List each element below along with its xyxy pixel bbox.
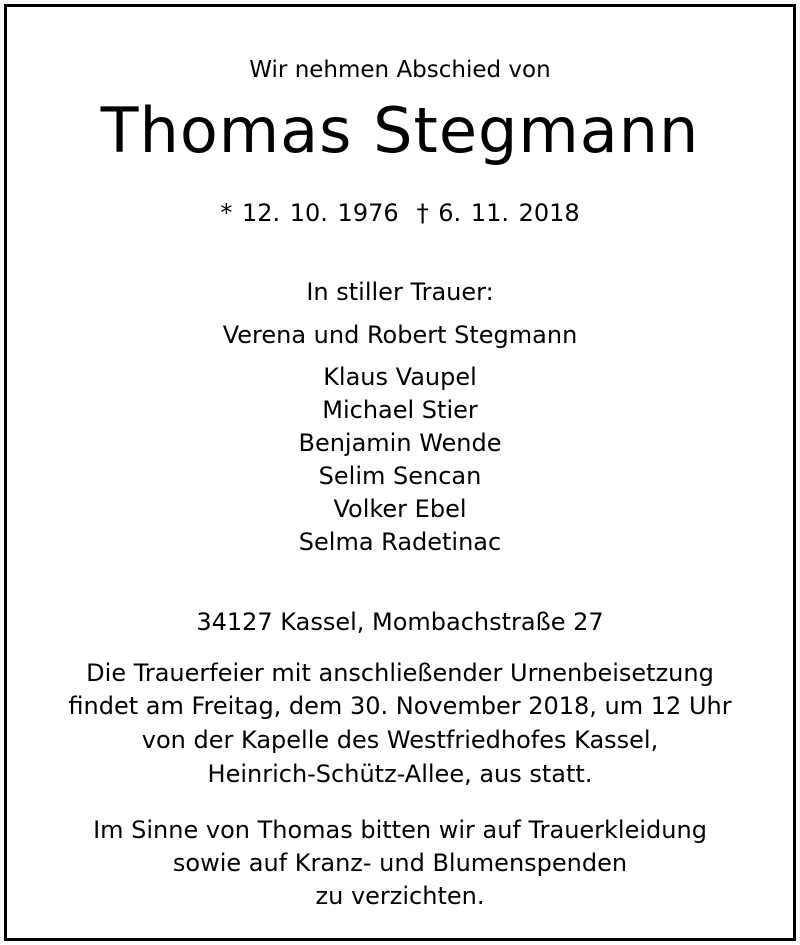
mourner-name: Selim Sencan [318,462,482,490]
death-date: † 6. 11. 2018 [416,199,580,227]
mourner-name: Volker Ebel [333,495,467,523]
service-line: Die Trauerfeier mit anschließender Urnenbeisetzung [86,659,714,687]
mourner-name: Michael Stier [322,396,478,424]
mourner-name: Verena und Robert Stegmann [222,321,578,349]
intro-text: Wir nehmen Abschied von [249,57,551,83]
mourner-name: Benjamin Wende [298,429,502,457]
mourner-name: Klaus Vaupel [323,363,477,391]
address: 34127 Kassel, Mombachstraße 27 [196,608,604,636]
wish-line: Im Sinne von Thomas bitten wir auf Trauerkleidung [93,816,707,844]
service-line: findet am Freitag, dem 30. November 2018, um 12 Uhr [68,692,732,720]
wish-line: sowie auf Kranz- und Blumenspenden [172,849,628,877]
mourner-name: Selma Radetinac [298,528,502,556]
birth-date: * 12. 10. 1976 [220,199,399,227]
service-line: Heinrich-Schütz-Allee, aus statt. [207,760,593,788]
life-dates [0,201,800,225]
wish-line: zu verzichten. [315,882,485,910]
mourning-heading: In stiller Trauer: [306,278,494,306]
service-line: von der Kapelle des Westfriedhofes Kassel, [141,726,659,754]
deceased-name: Thomas Stegmann [100,94,700,167]
